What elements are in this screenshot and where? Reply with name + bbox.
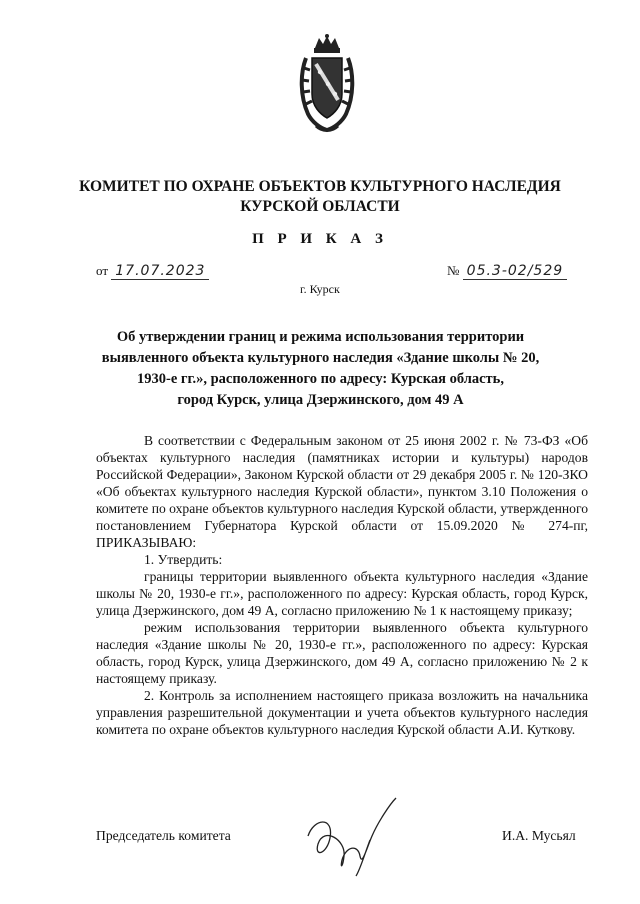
org-title-line1: КОМИТЕТ ПО ОХРАНЕ ОБЪЕКТОВ КУЛЬТУРНОГО НАСЛЕДИЯ bbox=[79, 178, 561, 195]
paragraph-preamble: В соответствии с Федеральным законом от 25 июня 2002 г. № 73-ФЗ «Об объектах культурного наследия (памятниках истории и культуры) народов Российской Федерации», Законом Курской области от 29 декабря 2005 г. № 120-ЗКО «Об объектах культурного наследия Курской области», пунктом 3.10 Положения о комитете по охране объектов культурного наследия Курской области, утвержденного постановлением Губернатора Курской области от 15.09.2020 № 274-пг, ПРИКАЗЫВАЮ: bbox=[96, 433, 588, 550]
coat-of-arms-emblem bbox=[298, 34, 356, 134]
document-type: П Р И К А З bbox=[252, 231, 388, 247]
order-body bbox=[96, 432, 588, 738]
date-value: 17.07.2023 bbox=[111, 263, 209, 280]
number-label: № bbox=[447, 263, 460, 278]
org-title-line2: КУРСКОЙ ОБЛАСТИ bbox=[240, 198, 400, 215]
number-value: 05.3-02/529 bbox=[463, 263, 567, 280]
handwritten-signature bbox=[300, 796, 400, 878]
subject-line3: 1930-е гг.», расположенного по адресу: Курская область, bbox=[137, 371, 504, 387]
number-row bbox=[447, 263, 567, 280]
city-label: г. Курск bbox=[300, 282, 340, 296]
paragraph-regime: режим использования территории выявленного объекта культурного наследия «Здание школы № 20, 1930-е гг.», расположенного по адресу: Курская область, город Курск, улица Дзержинского, дом 49 А, согласно приложению № 2 к настоящему приказу. bbox=[96, 620, 588, 686]
paragraph-boundaries: границы территории выявленного объекта культурного наследия «Здание школы № 20, 1930-е гг.», расположенного по адресу: Курская область, город Курск, улица Дзержинского, дом 49 А, согласно приложению № 1 к настоящему приказу; bbox=[96, 569, 588, 618]
date-row bbox=[96, 263, 209, 280]
date-label: от bbox=[96, 263, 109, 278]
order-subject bbox=[88, 327, 553, 411]
signatory-position: Председатель комитета bbox=[96, 828, 231, 843]
paragraph-item-2: 2. Контроль за исполнением настоящего приказа возложить на начальника управления разрешительной документации и учета объектов культурного наследия комитета по охране объектов культурного наследия Курской области А.И. Куткову. bbox=[96, 688, 588, 737]
subject-line2: выявленного объекта культурного наследия «Здание школы № 20, bbox=[101, 350, 540, 366]
signatory-name: И.А. Мусьял bbox=[502, 828, 576, 843]
subject-line4: город Курск, улица Дзержинского, дом 49 А bbox=[177, 392, 464, 408]
paragraph-item-1: 1. Утвердить: bbox=[144, 552, 223, 567]
subject-line1: Об утверждении границ и режима использования территории bbox=[116, 329, 525, 345]
